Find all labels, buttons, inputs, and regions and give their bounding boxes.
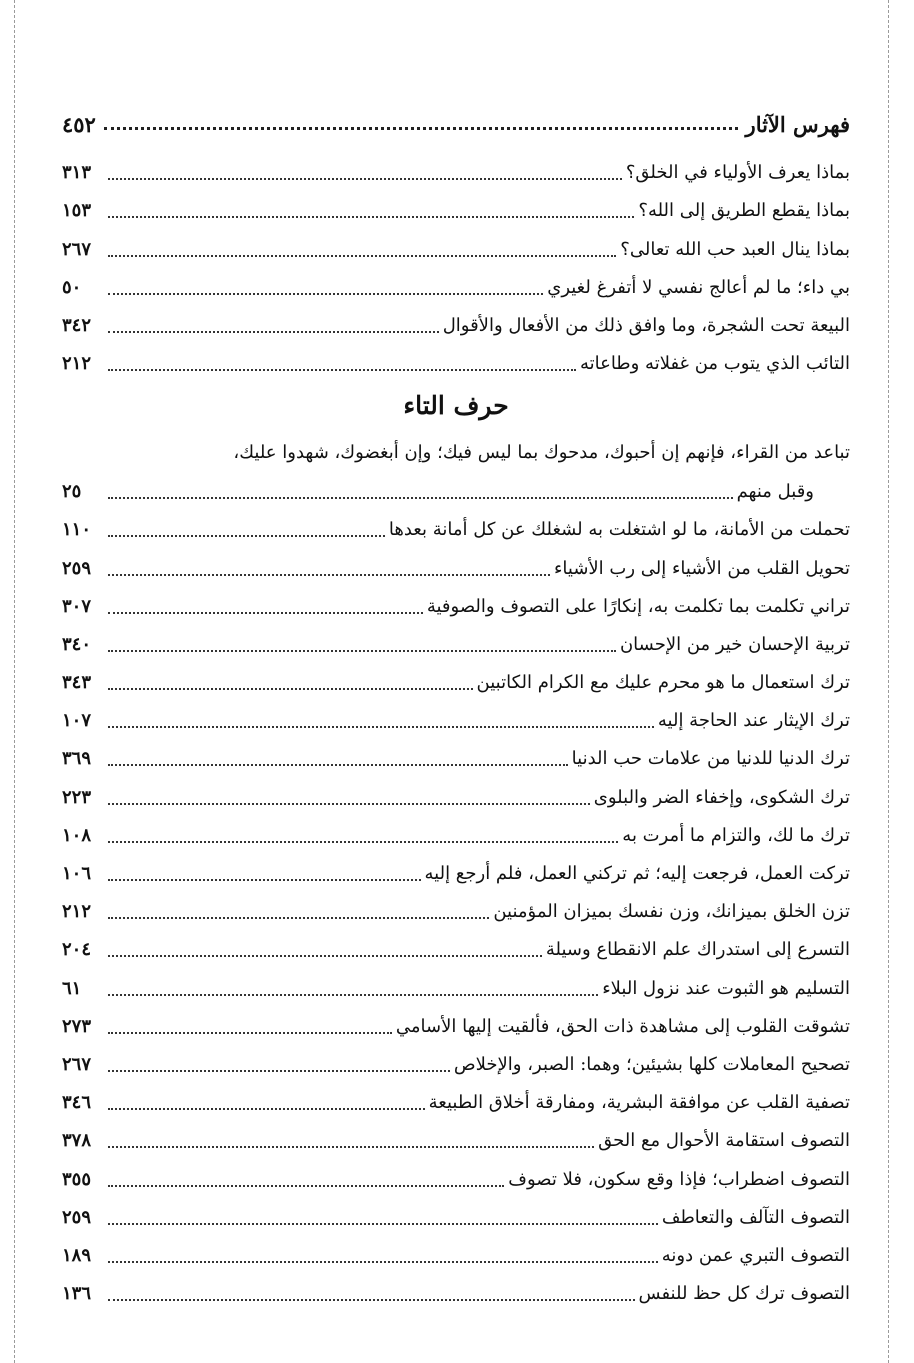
entry-page-number: ١١٠	[62, 519, 92, 541]
index-page	[62, 100, 850, 1308]
entry-text: تحويل القلب من الأشياء إلى رب الأشياء	[553, 557, 850, 579]
entry-page-number: ٥٠	[62, 276, 82, 298]
index-entry	[62, 964, 850, 1002]
dot-leader	[108, 955, 542, 957]
entry-page-number: ٣٧٨	[62, 1130, 92, 1152]
index-entry	[62, 735, 850, 773]
index-entry-multiline	[62, 432, 850, 506]
entry-text: بماذا ينال العبد حب الله تعالى؟	[620, 238, 850, 260]
dot-leader	[108, 841, 618, 843]
entries-after-section	[62, 506, 850, 1308]
dot-leader	[108, 994, 598, 996]
entries-before-section	[62, 149, 850, 378]
index-entry	[62, 506, 850, 544]
dot-leader	[108, 497, 733, 499]
dot-leader	[108, 650, 616, 652]
entry-text: التصوف اضطراب؛ فإذا وقع سكون، فلا تصوف	[508, 1168, 850, 1190]
entry-page-number: ٣٤٢	[62, 314, 92, 336]
dot-leader	[108, 1032, 392, 1034]
dot-leader	[108, 574, 550, 576]
index-entry	[62, 1194, 850, 1232]
entry-text: التائب الذي يتوب من غفلاته وطاعاته	[579, 353, 850, 375]
entry-page-number: ٢٥٩	[62, 557, 92, 579]
entry-text: التصوف التبري عمن دونه	[661, 1244, 850, 1266]
entry-text: تصفية القلب عن موافقة البشرية، ومفارقة أخلاق الطبيعة	[428, 1092, 850, 1114]
entry-text: تزن الخلق بميزانك، وزن نفسك بميزان المؤمنين	[493, 901, 850, 923]
entry-text: التسليم هو الثبوت عند نزول البلاء	[602, 977, 850, 999]
section-heading: حرف التاء	[403, 390, 509, 420]
entry-text: ترك الدنيا للدنيا من علامات حب الدنيا	[571, 748, 850, 770]
dot-leader	[108, 535, 385, 537]
dot-leader	[108, 726, 654, 728]
dot-leader	[108, 293, 543, 295]
index-entry	[62, 340, 850, 378]
entry-page-number: ٣٥٥	[62, 1168, 92, 1190]
index-entry	[62, 888, 850, 926]
entry-page-number: ٢٠٤	[62, 939, 92, 961]
index-entry	[62, 1003, 850, 1041]
entry-page-number: ٣٠٧	[62, 595, 92, 617]
entry-page-number: ٢٢٣	[62, 786, 92, 808]
index-entry	[62, 225, 850, 263]
entry-page-number: ٢٥	[62, 481, 82, 503]
entry-page-number: ١٥٣	[62, 200, 92, 222]
dot-leader	[108, 1185, 504, 1187]
index-entry	[62, 1270, 850, 1308]
entry-page-number: ٦١	[62, 977, 82, 999]
running-title: فهرس الآثار	[745, 111, 850, 137]
index-entry	[62, 1041, 850, 1079]
index-entry	[62, 773, 850, 811]
entry-page-number: ٢٦٧	[62, 238, 92, 260]
header-dot-leader	[104, 127, 738, 130]
entry-text-line1: تباعد من القراء، فإنهم إن أحبوك، مدحوك بما ليس فيك؛ وإن أبغضوك، شهدوا عليك،	[233, 442, 850, 464]
index-entry	[62, 264, 850, 302]
dot-leader	[108, 612, 423, 614]
entry-text: ترك الإيثار عند الحاجة إليه	[657, 710, 850, 732]
entry-page-number: ٢٥٩	[62, 1206, 92, 1228]
entry-page-number: ٢٦٧	[62, 1053, 92, 1075]
guide-line-left	[14, 0, 15, 1363]
dot-leader	[108, 1261, 658, 1263]
guide-line-right	[888, 0, 889, 1363]
index-entry	[62, 659, 850, 697]
entry-text: تربية الإحسان خير من الإحسان	[619, 633, 850, 655]
entry-page-number: ١٠٨	[62, 824, 92, 846]
index-entry	[62, 1155, 850, 1193]
entry-text-line2: وقبل منهم	[736, 481, 814, 503]
dot-leader	[108, 216, 634, 218]
index-entry	[62, 1079, 850, 1117]
index-entry	[62, 697, 850, 735]
dot-leader	[108, 917, 489, 919]
entry-text: ترك استعمال ما هو محرم عليك مع الكرام الكاتبين	[476, 672, 850, 694]
page-number: ٤٥٢	[62, 111, 96, 137]
entry-text: تصحيح المعاملات كلها بشيئين؛ وهما: الصبر، والإخلاص	[453, 1053, 850, 1075]
dot-leader	[108, 1223, 658, 1225]
entry-text: التصوف التآلف والتعاطف	[661, 1206, 850, 1228]
entry-page-number: ١٠٦	[62, 863, 92, 884]
dot-leader	[108, 255, 616, 257]
dot-leader	[108, 688, 473, 690]
index-entry	[62, 1117, 850, 1155]
dot-leader	[108, 1070, 450, 1072]
entry-page-number: ٣٤٦	[62, 1092, 92, 1114]
entry-text: تشوقت القلوب إلى مشاهدة ذات الحق، فألقيت إليها الأسامي	[395, 1015, 850, 1037]
index-entry	[62, 149, 850, 187]
dot-leader	[108, 764, 568, 766]
entry-page-number: ٣١٣	[62, 162, 92, 184]
entry-page-number: ١٠٧	[62, 710, 92, 732]
entry-text: بماذا يعرف الأولياء في الخلق؟	[625, 162, 850, 184]
entry-text: التصوف استقامة الأحوال مع الحق	[598, 1130, 850, 1152]
entry-text: ترك الشكوى، وإخفاء الضر والبلوى	[593, 786, 850, 808]
index-entry	[62, 926, 850, 964]
dot-leader	[108, 803, 590, 805]
index-entry	[62, 544, 850, 582]
entry-page-number: ١٨٩	[62, 1244, 92, 1266]
index-entry	[62, 621, 850, 659]
entry-text: بي داء؛ ما لم أعالج نفسي لا أتفرغ لغيري	[547, 276, 850, 298]
entry-page-number: ٣٦٩	[62, 748, 92, 770]
entry-text: التسرع إلى استدراك علم الانقطاع وسيلة	[545, 939, 850, 961]
entry-page-number: ٣٤٣	[62, 672, 92, 694]
entry-text: تراني تكلمت بما تكلمت به، إنكارًا على التصوف والصوفية	[426, 595, 850, 617]
dot-leader	[108, 1299, 635, 1301]
dot-leader	[108, 331, 439, 333]
index-entry	[62, 850, 850, 888]
dot-leader	[108, 879, 421, 881]
entry-line2	[62, 466, 850, 506]
entry-page-number: ١٣٦	[62, 1283, 92, 1305]
entry-page-number: ٣٤٠	[62, 633, 92, 655]
dot-leader	[108, 178, 622, 180]
entry-page-number: ٢٧٣	[62, 1015, 92, 1037]
entry-text: ترك ما لك، والتزام ما أمرت به	[622, 824, 850, 846]
entry-text: تركت العمل، فرجعت إليه؛ ثم تركني العمل، فلم أرجع إليه	[424, 863, 850, 884]
index-entry	[62, 812, 850, 850]
entry-page-number: ٢١٢	[62, 353, 92, 375]
index-entry	[62, 187, 850, 225]
entry-text: بماذا يقطع الطريق إلى الله؟	[638, 200, 850, 222]
entry-page-number: ٢١٢	[62, 901, 92, 923]
index-entry	[62, 302, 850, 340]
entry-text: تحملت من الأمانة، ما لو اشتغلت به لشغلك عن كل أمانة بعدها	[388, 519, 850, 541]
entry-text: التصوف ترك كل حظ للنفس	[638, 1283, 850, 1305]
index-entry	[62, 583, 850, 621]
dot-leader	[108, 1108, 425, 1110]
dot-leader	[108, 1146, 594, 1148]
dot-leader	[108, 369, 576, 371]
index-entry	[62, 1232, 850, 1270]
page-header	[62, 100, 850, 149]
entry-text: البيعة تحت الشجرة، وما وافق ذلك من الأفعال والأقوال	[442, 314, 850, 336]
